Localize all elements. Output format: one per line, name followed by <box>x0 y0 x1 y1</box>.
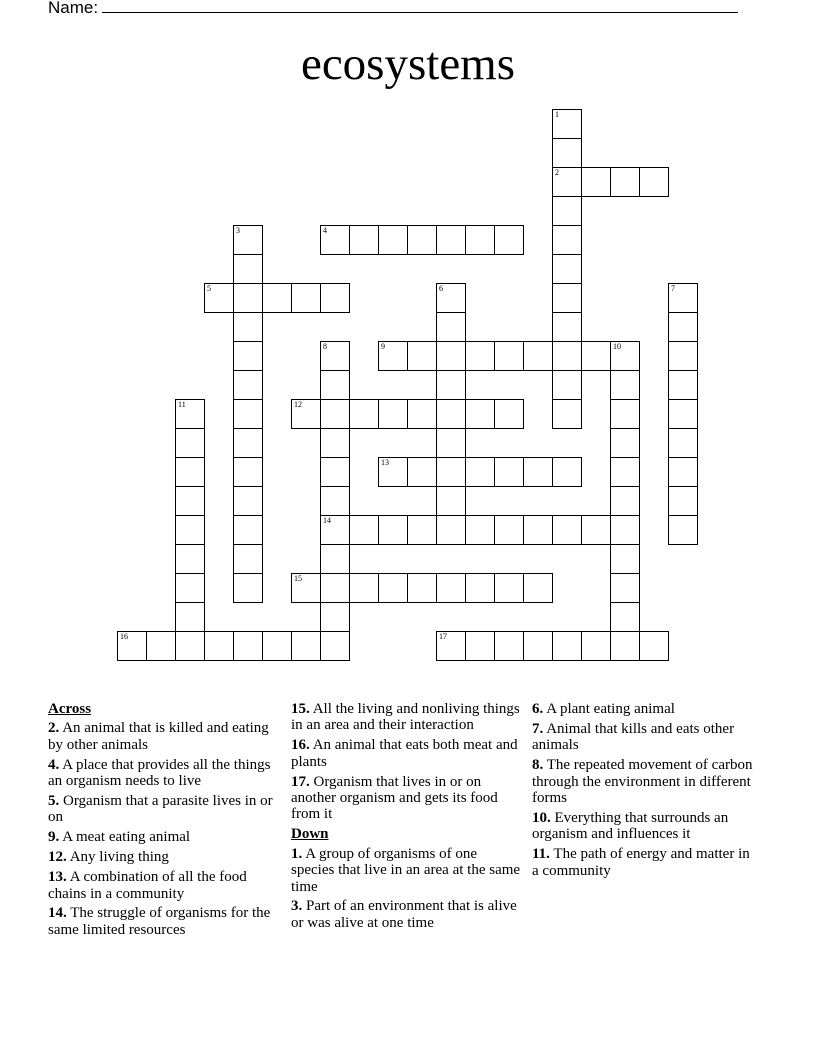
crossword-cell[interactable] <box>552 283 582 313</box>
crossword-cell[interactable] <box>639 167 669 197</box>
crossword-cell[interactable] <box>320 573 350 603</box>
clue-across-16: 16. An animal that eats both meat and plants <box>291 737 518 770</box>
crossword-cell[interactable] <box>552 341 582 371</box>
crossword-cell[interactable] <box>204 283 234 313</box>
crossword-cell[interactable] <box>668 399 698 429</box>
clues-column-3 <box>532 701 760 883</box>
clue-down-10: 10. Everything that surrounds an organism and influences it <box>532 809 729 843</box>
crossword-cell[interactable] <box>233 225 263 255</box>
crossword-cell[interactable] <box>465 225 495 255</box>
crossword-cell[interactable] <box>494 225 524 255</box>
crossword-cell[interactable] <box>117 631 147 661</box>
crossword-cell[interactable] <box>436 370 466 400</box>
clue-across-5: 5. Organism that a parasite lives in or on <box>48 793 273 826</box>
clue-across-13: 13. A combination of all the food chains in a community <box>48 869 247 902</box>
clue-number: 4 <box>323 226 327 235</box>
crossword-cell[interactable] <box>320 370 350 400</box>
crossword-cell[interactable] <box>668 428 698 458</box>
crossword-cell[interactable] <box>320 399 350 429</box>
crossword-cell[interactable] <box>436 428 466 458</box>
clue-number: 5 <box>207 284 211 293</box>
clue-number: 1 <box>555 110 559 119</box>
crossword-cell[interactable] <box>175 602 205 632</box>
crossword-cell[interactable] <box>436 399 466 429</box>
name-label: Name: <box>48 0 99 17</box>
crossword-cell[interactable] <box>465 515 495 545</box>
crossword-cell[interactable] <box>668 341 698 371</box>
crossword-cell[interactable] <box>233 457 263 487</box>
crossword-cell[interactable] <box>233 515 263 545</box>
crossword-cell[interactable] <box>610 399 640 429</box>
crossword-cell[interactable] <box>494 341 524 371</box>
crossword-cell[interactable] <box>668 457 698 487</box>
clue-number: 10 <box>613 342 621 351</box>
crossword-cell[interactable] <box>146 631 176 661</box>
crossword-cell[interactable] <box>291 399 321 429</box>
crossword-cell[interactable] <box>349 399 379 429</box>
crossword-cell[interactable] <box>610 602 640 632</box>
crossword-cell[interactable] <box>233 312 263 342</box>
crossword-cell[interactable] <box>349 225 379 255</box>
crossword-cell[interactable] <box>610 370 640 400</box>
crossword-cell[interactable] <box>552 312 582 342</box>
clue-number: 17 <box>439 632 447 641</box>
crossword-cell[interactable] <box>465 399 495 429</box>
crossword-cell[interactable] <box>233 544 263 574</box>
crossword-cell[interactable] <box>320 515 350 545</box>
crossword-cell[interactable] <box>610 515 640 545</box>
clue-down-8: 8. The repeated movement of carbon through the environment in different forms <box>532 757 753 807</box>
crossword-cell[interactable] <box>233 631 263 661</box>
clue-number: 8 <box>323 342 327 351</box>
crossword-cell[interactable] <box>610 544 640 574</box>
crossword-cell[interactable] <box>233 341 263 371</box>
crossword-cell[interactable] <box>552 167 582 197</box>
crossword-cell[interactable] <box>552 109 582 139</box>
crossword-cell[interactable] <box>494 573 524 603</box>
crossword-cell[interactable] <box>407 341 437 371</box>
crossword-cell[interactable] <box>436 341 466 371</box>
crossword-cell[interactable] <box>349 573 379 603</box>
crossword-cell[interactable] <box>233 283 263 313</box>
crossword-cell[interactable] <box>320 428 350 458</box>
crossword-cell[interactable] <box>465 341 495 371</box>
crossword-cell[interactable] <box>378 341 408 371</box>
clue-across-14: 14. The struggle of organisms for the same limited resources <box>48 905 271 938</box>
crossword-cell[interactable] <box>204 631 234 661</box>
crossword-cell[interactable] <box>581 167 611 197</box>
crossword-cell[interactable] <box>233 370 263 400</box>
crossword-cell[interactable] <box>175 631 205 661</box>
clue-across-4: 4. A place that provides all the things an organism needs to live <box>48 756 271 790</box>
crossword-cell[interactable] <box>436 486 466 516</box>
crossword-cell[interactable] <box>349 515 379 545</box>
crossword-cell[interactable] <box>523 341 553 371</box>
crossword-cell[interactable] <box>465 631 495 661</box>
clue-across-15: 15. All the living and nonliving things in an area and their interaction <box>291 701 520 734</box>
crossword-cell[interactable] <box>291 283 321 313</box>
clue-number: 6 <box>439 284 443 293</box>
crossword-cell[interactable] <box>465 457 495 487</box>
crossword-cell[interactable] <box>320 602 350 632</box>
crossword-cell[interactable] <box>581 631 611 661</box>
crossword-cell[interactable] <box>378 573 408 603</box>
crossword-cell[interactable] <box>668 486 698 516</box>
puzzle-title: ecosystems <box>300 38 516 90</box>
crossword-cell[interactable] <box>436 573 466 603</box>
clue-across-12: 12. Any living thing <box>48 849 169 866</box>
crossword-cell[interactable] <box>552 138 582 168</box>
clue-number: 13 <box>381 458 389 467</box>
crossword-cell[interactable] <box>320 544 350 574</box>
crossword-cell[interactable] <box>552 196 582 226</box>
crossword-cell[interactable] <box>233 254 263 284</box>
clue-across-2: 2. An animal that is killed and eating by other animals <box>48 720 269 753</box>
crossword-cell[interactable] <box>291 631 321 661</box>
crossword-cell[interactable] <box>175 515 205 545</box>
crossword-cell[interactable] <box>175 428 205 458</box>
crossword-cell[interactable] <box>610 341 640 371</box>
crossword-cell[interactable] <box>523 515 553 545</box>
crossword-cell[interactable] <box>610 167 640 197</box>
crossword-cell[interactable] <box>320 341 350 371</box>
crossword-cell[interactable] <box>320 283 350 313</box>
crossword-cell[interactable] <box>407 399 437 429</box>
crossword-cell[interactable] <box>494 399 524 429</box>
across-heading: Across <box>48 701 92 717</box>
crossword-cell[interactable] <box>523 573 553 603</box>
crossword-cell[interactable] <box>175 399 205 429</box>
clues-column-1 <box>48 701 276 942</box>
crossword-cell[interactable] <box>523 631 553 661</box>
crossword-cell[interactable] <box>610 486 640 516</box>
clue-down-3: 3. Part of an environment that is alive or was alive at one time <box>291 898 517 931</box>
crossword-cell[interactable] <box>407 573 437 603</box>
crossword-cell[interactable] <box>320 486 350 516</box>
clue-across-9: 9. A meat eating animal <box>48 829 191 846</box>
crossword-cell[interactable] <box>610 573 640 603</box>
clue-number: 14 <box>323 516 331 525</box>
crossword-cell[interactable] <box>233 428 263 458</box>
crossword-cell[interactable] <box>668 312 698 342</box>
crossword-cell[interactable] <box>668 515 698 545</box>
clue-down-7: 7. Animal that kills and eats other animals <box>532 720 735 754</box>
crossword-cell[interactable] <box>581 341 611 371</box>
crossword-cell[interactable] <box>523 457 553 487</box>
crossword-cell[interactable] <box>465 573 495 603</box>
crossword-cell[interactable] <box>320 631 350 661</box>
crossword-cell[interactable] <box>233 399 263 429</box>
crossword-cell[interactable] <box>233 573 263 603</box>
clue-down-6: 6. A plant eating animal <box>532 701 675 717</box>
crossword-cell[interactable] <box>320 225 350 255</box>
down-heading: Down <box>291 826 329 843</box>
crossword-cell[interactable] <box>581 515 611 545</box>
crossword-cell[interactable] <box>639 631 669 661</box>
clue-number: 15 <box>294 574 302 583</box>
crossword-cell[interactable] <box>552 370 582 400</box>
crossword-cell[interactable] <box>175 486 205 516</box>
crossword-cell[interactable] <box>378 457 408 487</box>
crossword-cell[interactable] <box>668 283 698 313</box>
clue-number: 16 <box>120 632 128 641</box>
crossword-cell[interactable] <box>552 399 582 429</box>
crossword-cell[interactable] <box>378 225 408 255</box>
crossword-cell[interactable] <box>610 457 640 487</box>
crossword-cell[interactable] <box>175 457 205 487</box>
crossword-cell[interactable] <box>407 457 437 487</box>
clue-across-17: 17. Organism that lives in or on another organism and gets its food from it <box>291 773 498 823</box>
crossword-cell[interactable] <box>552 457 582 487</box>
crossword-cell[interactable] <box>494 515 524 545</box>
crossword-cell[interactable] <box>436 225 466 255</box>
clue-number: 2 <box>555 168 559 177</box>
crossword-cell[interactable] <box>668 370 698 400</box>
crossword-cell[interactable] <box>262 283 292 313</box>
crossword-cell[interactable] <box>494 457 524 487</box>
crossword-cell[interactable] <box>610 631 640 661</box>
crossword-cell[interactable] <box>436 283 466 313</box>
clues-column-2 <box>291 701 521 935</box>
crossword-cell[interactable] <box>291 573 321 603</box>
crossword-cell[interactable] <box>552 225 582 255</box>
crossword-cell[interactable] <box>175 544 205 574</box>
clue-down-1: 1. A group of organisms of one species that live in an area at the same time <box>291 845 521 895</box>
crossword-cell[interactable] <box>436 312 466 342</box>
crossword-cell[interactable] <box>494 631 524 661</box>
crossword-cell[interactable] <box>436 457 466 487</box>
crossword-cell[interactable] <box>436 515 466 545</box>
clue-number: 12 <box>294 400 302 409</box>
crossword-cell[interactable] <box>378 515 408 545</box>
crossword-cell[interactable] <box>378 399 408 429</box>
clue-number: 9 <box>381 342 385 351</box>
crossword-cell[interactable] <box>262 631 292 661</box>
clue-down-11: 11. The path of energy and matter in a community <box>532 846 750 879</box>
crossword-cell[interactable] <box>407 225 437 255</box>
clue-number: 7 <box>671 284 675 293</box>
crossword-cell[interactable] <box>233 486 263 516</box>
crossword-cell[interactable] <box>552 254 582 284</box>
crossword-cell[interactable] <box>407 515 437 545</box>
crossword-cell[interactable] <box>175 573 205 603</box>
clue-number: 11 <box>178 400 186 409</box>
crossword-cell[interactable] <box>610 428 640 458</box>
clue-number: 3 <box>236 226 240 235</box>
crossword-cell[interactable] <box>552 631 582 661</box>
crossword-cell[interactable] <box>320 457 350 487</box>
crossword-cell[interactable] <box>552 515 582 545</box>
crossword-cell[interactable] <box>436 631 466 661</box>
